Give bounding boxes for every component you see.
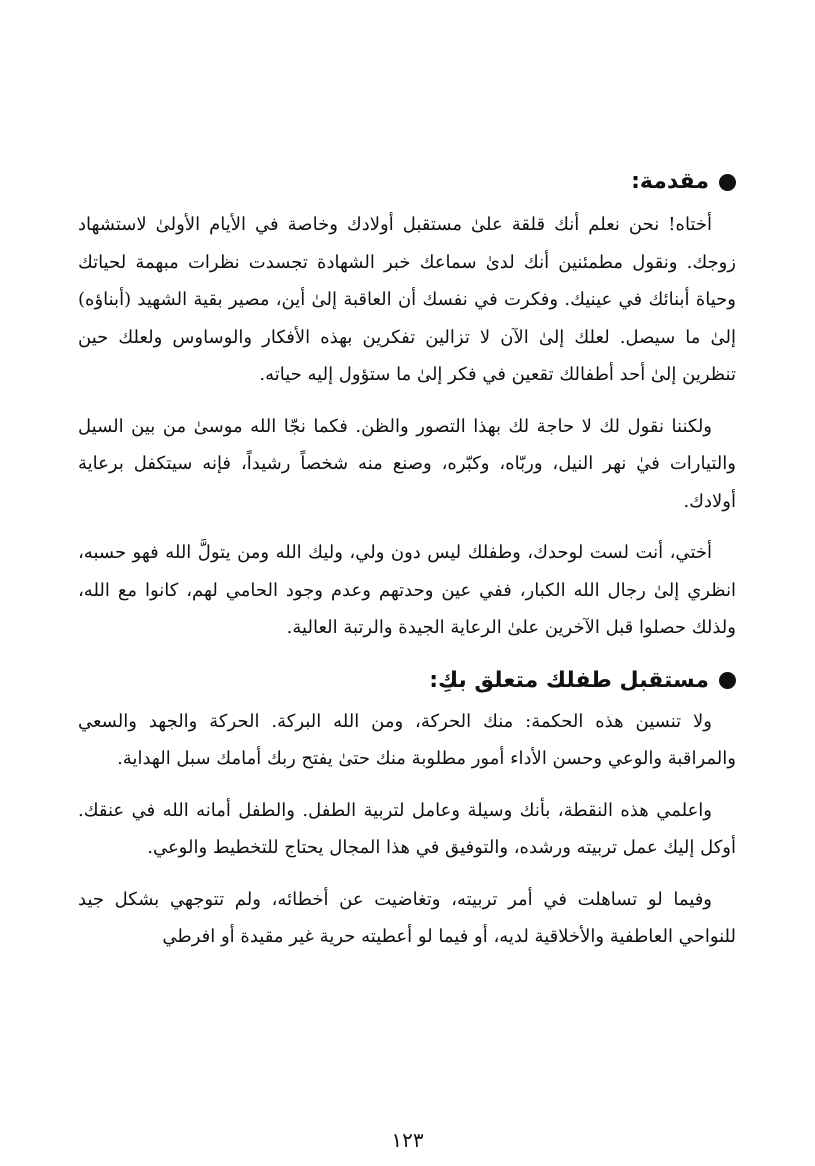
page-body [78,150,736,970]
section-heading-text: مستقبل طفلك متعلق بكِ: [429,667,709,693]
section-heading-text: مقدمة: [631,169,709,194]
paragraph: أختاه! نحن نعلم أنك قلقة علىٰ مستقبل أولادك وخاصة في الأيام الأولىٰ لاستشهاد زوجك. ونقول مطمئنين أنك لدىٰ سماعك خبر الشهادة تجسدت نظرات مبهمة لحياتك وحياة أبنائك في عينيك. وفكرت في نفسك أن العاقبة إلىٰ أين، مصير بقية الشهيد (أبناؤه) إلىٰ ما سيصل. لعلك إلىٰ الآن لا تزالين تفكرين بهذه الأفكار والوساوس ولعلك حين تنظرين إلىٰ أحد أطفالك تقعين في فكر إلىٰ ما ستؤول إليه حياته. [78,214,736,385]
paragraph: ولكننا نقول لك لا حاجة لك بهذا التصور والظن. فكما نجّا الله موسىٰ من بين السيل والتيارات فيٰ نهر النيل، وربّاه، وكبّره، وصنع منه شخصاً رشيداً، فإنه سيتكفل برعاية أولادك. [78,415,736,512]
page-number: ١٢٣ [391,1128,424,1152]
section-heading-introduction [78,162,736,202]
paragraph: ولا تنسين هذه الحكمة: منك الحركة، ومن الله البركة. الحركة والجهد والسعي والمراقبة والوعي وحسن الأداء أمور مطلوبة منك حتىٰ يفتح ربك أمامك سبل الهداية. [78,710,736,769]
paragraph: واعلمي هذه النقطة، بأنك وسيلة وعامل لتربية الطفل. والطفل أمانه الله في عنقك. أوكل إليك عمل تربيته ورشده، والتوفيق في هذا المجال يحتاج للتخطيط والوعي. [78,799,736,858]
paragraph: وفيما لو تساهلت في أمر تربيته، وتغاضيت عن أخطائه، ولم تتوجهي بشكل جيد للنواحي العاطفية والأخلاقية لديه، أو فيما لو أعطيته حرية غير مقيدة أو افرطي [78,888,736,947]
bullet-icon [719,174,736,191]
section-heading-child-future [78,661,736,701]
bullet-icon [719,672,736,689]
paragraph: أختي، أنت لست لوحدك، وطفلك ليس دون ولي، وليك الله ومن يتولَّ الله فهو حسبه، انظري إلىٰ رجال الله الكبار، ففي عين وحدتهم وعدم وجود الحامي لهم، كانوا مع الله، ولذلك حصلوا قبل الآخرين علىٰ الرعاية الجيدة والرتبة العالية. [78,542,736,638]
